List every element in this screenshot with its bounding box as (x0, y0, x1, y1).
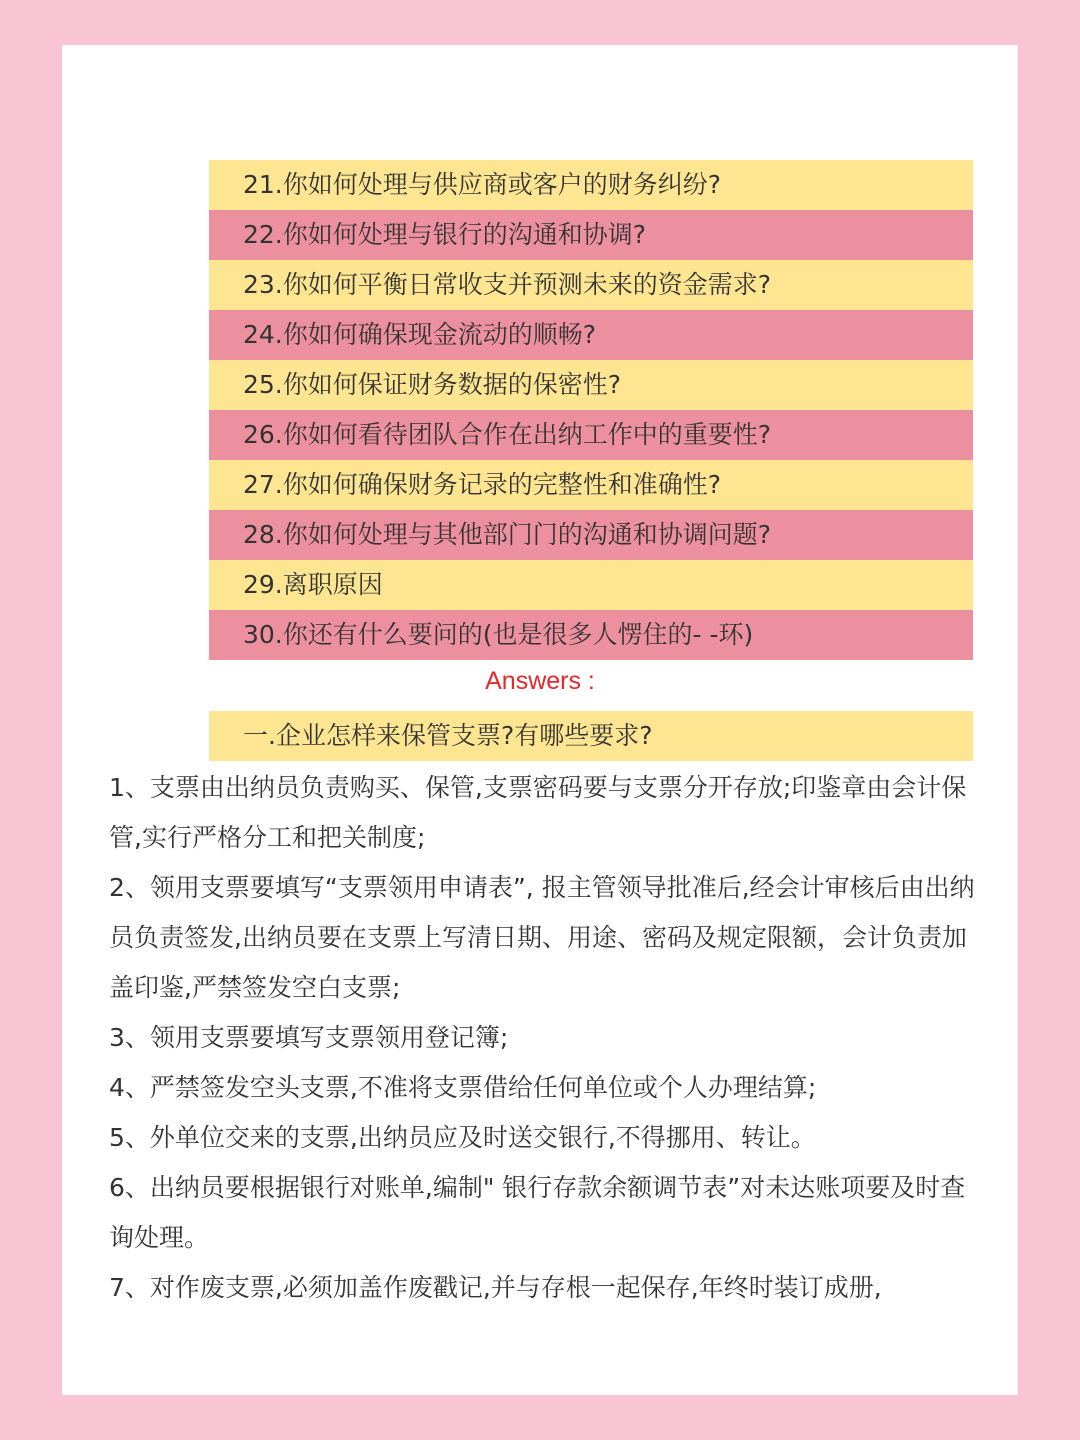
answer-item: 1、支票由出纳员负责购买、保管,支票密码要与支票分开存放;印鉴章由会计保管,实行严格分工和把关制度; (109, 773, 967, 852)
question-item: 24.你如何确保现金流动的顺畅? (209, 310, 973, 360)
question-item: 23.你如何平衡日常收支并预测未来的资金需求? (209, 260, 973, 310)
question-item: 29.离职原因 (209, 560, 973, 610)
answer-item: 3、领用支票要填写支票领用登记簿; (109, 1023, 509, 1052)
answer-heading: 一.企业怎样来保管支票?有哪些要求? (209, 711, 973, 761)
answer-item: 6、出纳员要根据银行对账单,编制" 银行存款余额调节表”对未达账项要及时查询处理。 (109, 1173, 966, 1252)
question-item: 28.你如何处理与其他部门门的沟通和协调问题? (209, 510, 973, 560)
question-item: 30.你还有什么要问的(也是很多人愣住的- -环) (209, 610, 973, 660)
answer-list (109, 763, 979, 1313)
answer-item: 7、对作废支票,必须加盖作废戳记,并与存根一起保存,年终时装订成册, (109, 1273, 882, 1302)
question-item: 25.你如何保证财务数据的保密性? (209, 360, 973, 410)
answer-item: 4、严禁签发空头支票,不准将支票借给任何单位或个人办理结算; (109, 1073, 817, 1102)
answer-item: 2、领用支票要填写“支票领用申请表”, 报主管领导批准后,经会计审核后由出纳员负责签发,出纳员要在支票上写清日期、用途、密码及规定限额，会计负责加盖印鉴,严禁签发空白支票; (109, 873, 975, 1002)
question-item: 21.你如何处理与供应商或客户的财务纠纷? (209, 160, 973, 210)
question-item: 22.你如何处理与银行的沟通和协调? (209, 210, 973, 260)
answer-item: 5、外单位交来的支票,出纳员应及时送交银行,不得挪用、转让。 (109, 1123, 816, 1152)
question-list (209, 160, 973, 660)
question-item: 26.你如何看待团队合作在出纳工作中的重要性? (209, 410, 973, 460)
question-item: 27.你如何确保财务记录的完整性和准确性? (209, 460, 973, 510)
content-card (62, 45, 1018, 1395)
answers-title: Answers : (485, 667, 595, 695)
